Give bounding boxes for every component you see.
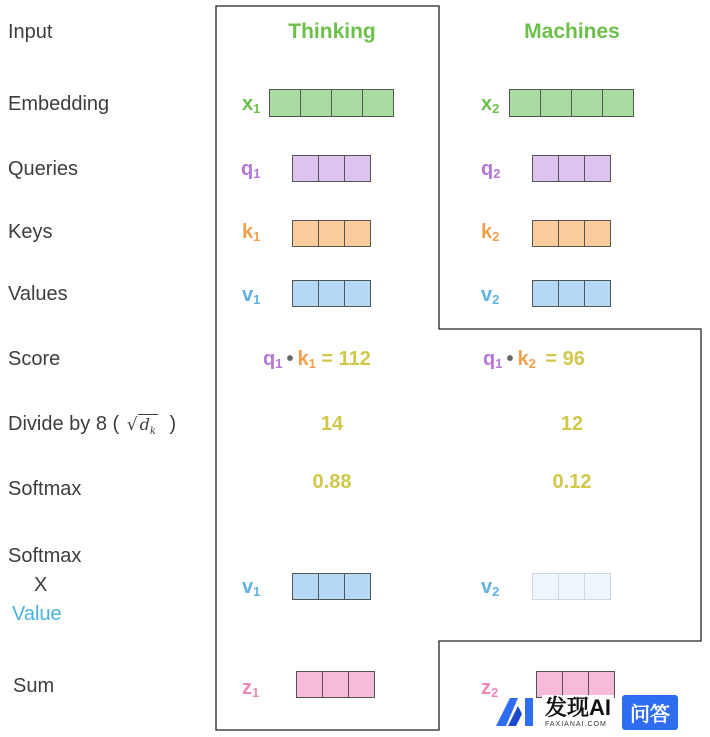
q2-label: $q_2$	[481, 158, 501, 181]
row-label-input: Input	[8, 21, 53, 43]
embedding-vector-1	[269, 89, 394, 117]
row-label-sum: Sum	[13, 675, 55, 697]
divide-suffix: )	[169, 413, 177, 435]
x1-label: $x_1$	[242, 93, 261, 116]
x2-label: $x_2$	[481, 93, 500, 116]
k1-label: $k_1$	[242, 221, 261, 244]
query-vector-2	[532, 155, 611, 182]
softmax-2: 0.12	[552, 471, 592, 493]
q1-label: $q_1$	[241, 158, 261, 181]
divided-score-1: 14	[320, 413, 344, 435]
softmax-1: 0.88	[312, 471, 352, 493]
row-label-score: Score	[8, 348, 61, 370]
divide-prefix: Divide by 8 (	[8, 413, 120, 435]
row-label-softmax-x-1: Softmax	[8, 545, 82, 567]
row-label-queries: Queries	[8, 158, 79, 180]
row-label-keys: Keys	[8, 221, 53, 243]
divided-score-2: 12	[560, 413, 584, 435]
query-vector-1	[292, 155, 371, 182]
watermark-logo	[494, 694, 678, 730]
row-label-softmax-x-2: X	[34, 574, 48, 596]
row-label-divide	[8, 413, 176, 437]
sum-vector-1	[296, 671, 375, 698]
weighted-value-vector-1	[292, 573, 371, 600]
dk-term: $d_k$	[139, 415, 156, 438]
row-label-values: Values	[8, 283, 68, 305]
weighted-v2-label: $v_2$	[481, 576, 500, 599]
row-label-embedding: Embedding	[8, 93, 110, 115]
key-vector-2	[532, 220, 611, 247]
z1-label: $z_1$	[242, 677, 260, 700]
key-vector-1	[292, 220, 371, 247]
word-thinking: Thinking	[288, 20, 376, 43]
watermark-badge: 问答	[622, 695, 678, 730]
weighted-v1-label: $v_1$	[242, 576, 261, 599]
row-label-softmax-x-3: Value	[12, 603, 62, 625]
watermark-brand: 发现AI	[545, 694, 612, 720]
value-vector-1	[292, 280, 371, 307]
sqrt-symbol: √	[126, 415, 138, 435]
word-machines: Machines	[524, 20, 620, 43]
k2-label: $k_2$	[481, 221, 500, 244]
weighted-value-vector-2	[532, 573, 611, 600]
brand-mark-icon	[494, 696, 538, 728]
v1-label: $v_1$	[242, 284, 261, 307]
v2-label: $v_2$	[481, 284, 500, 307]
embedding-vector-2	[509, 89, 634, 117]
score-1: $q_1$ • $k_1 = 112$	[263, 348, 371, 371]
z2-label: $z_2$	[481, 677, 499, 700]
score-2: $q_1$ • $k_2 = 96$	[483, 348, 585, 371]
watermark-domain: FAXIANAI.COM	[545, 720, 607, 728]
row-label-softmax: Softmax	[8, 478, 82, 500]
value-vector-2	[532, 280, 611, 307]
